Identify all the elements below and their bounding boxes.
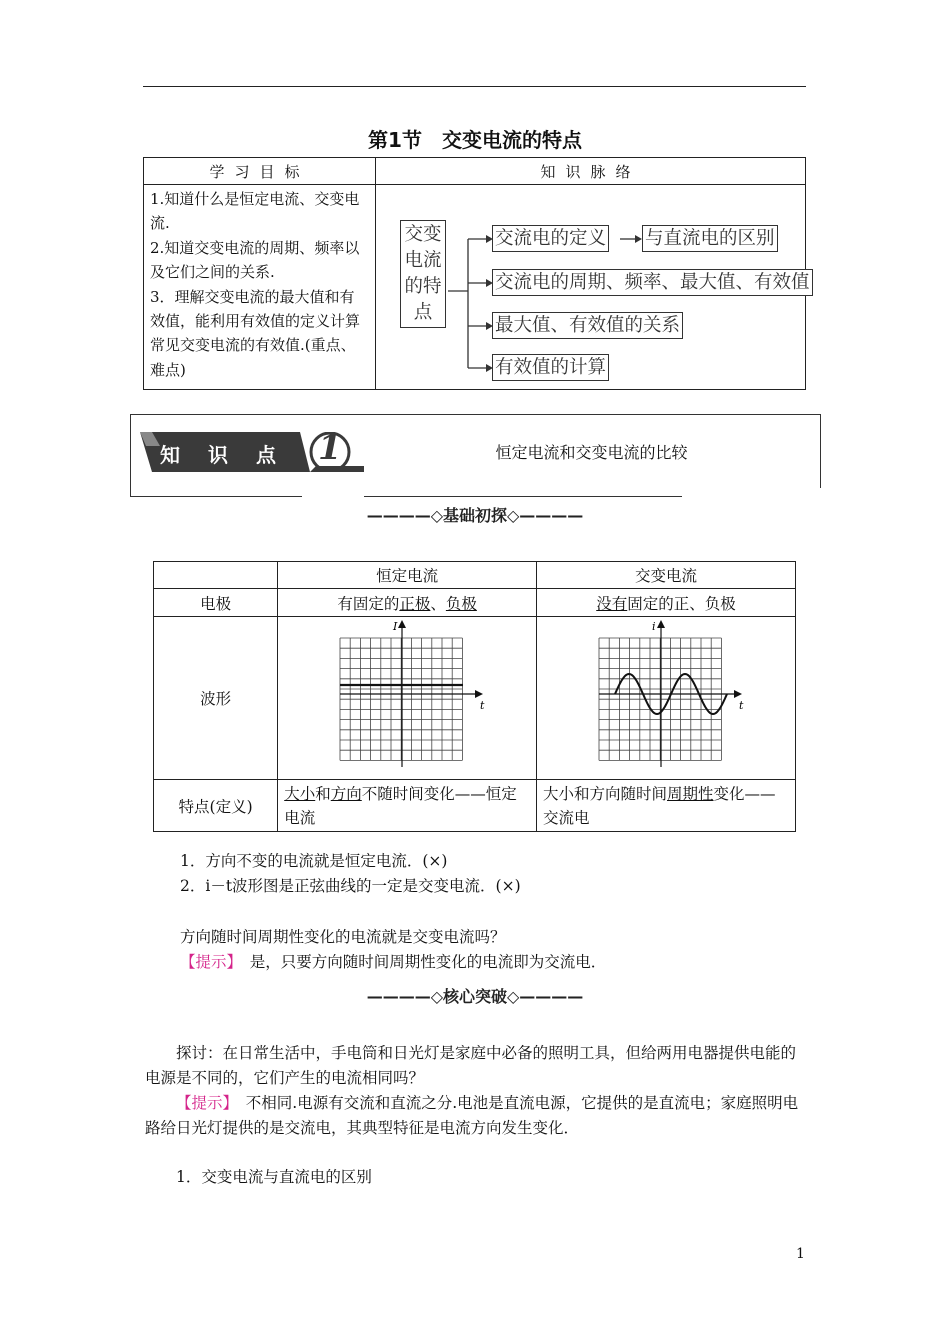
text: 固定的正、负极	[627, 594, 736, 613]
dc-waveform	[278, 617, 524, 775]
section-core: ————◇核心突破◇————	[366, 987, 584, 1006]
goals-cell	[144, 185, 376, 390]
ac-electrode	[537, 589, 796, 617]
map-header: 知识脉络	[376, 158, 806, 185]
knowledge-map-cell	[376, 185, 810, 390]
text: 有固定的	[337, 594, 400, 613]
dc-electrode	[278, 589, 537, 617]
explore: 探讨：在日常生活中，手电筒和日光灯是家庭中必备的照明工具，但给两用电器提供电能的电源是不同的，它们产生的电流相同吗？	[145, 1044, 797, 1087]
hint-text: 是，只要方向随时间周期性变化的电流即为交流电．	[234, 953, 607, 971]
dc-feature	[278, 780, 537, 832]
row-feature: 特点(定义)	[154, 780, 278, 832]
col-dc: 恒定电流	[278, 562, 537, 589]
ac-axis-t: t	[739, 699, 744, 712]
goals-header: 学习目标	[144, 158, 376, 185]
dc-axis-i: I	[393, 620, 398, 633]
dc-axis-t: t	[480, 699, 485, 712]
comparison-table	[153, 561, 796, 832]
underlined: 大小	[284, 784, 316, 803]
map-branch-calc: 有效值的计算	[492, 354, 609, 381]
underlined: 周期性	[667, 784, 714, 803]
frame-gap-left	[302, 488, 364, 498]
judge-2: 2．i－t波形图是正弦曲线的一定是交变电流．(×)	[180, 877, 521, 895]
hint-label: 【提示】	[176, 1094, 231, 1112]
ac-waveform	[537, 617, 795, 775]
knowledge-point-topic: 恒定电流和交变电流的比较	[495, 443, 688, 462]
judge-1: 1．方向不变的电流就是恒定电流．(×)	[180, 852, 448, 870]
page-title: 第1节 交变电流的特点	[368, 128, 582, 152]
col-ac: 交变电流	[537, 562, 796, 589]
text: 变化——交流电	[543, 784, 776, 827]
hint-2	[145, 1091, 808, 1141]
map-branch-relation: 最大值、有效值的关系	[492, 312, 683, 339]
goal-item: 1.知道什么是恒定电流、交变电流.	[150, 190, 360, 233]
item-1: 1．交变电流与直流电的区别	[176, 1168, 372, 1186]
knowledge-point-label: 知 识 点	[160, 443, 280, 467]
map-root: 交变电流的特点	[400, 220, 446, 328]
ac-waveform-cell	[537, 617, 796, 780]
ac-axis-i: i	[652, 620, 656, 633]
hint-text: 不相同.电源有交流和直流之分.电池是直流电源，它提供的是直流电；家庭照明电路给日光灯提供的是交流电，其典型特征是电流方向发生变化．	[145, 1094, 799, 1137]
section-basic: ————◇基础初探◇————	[366, 506, 584, 525]
goals-table	[143, 157, 810, 390]
goal-item: 2.知道交变电流的周期、频率以及它们之间的关系.	[150, 238, 360, 282]
dc-waveform-cell	[278, 617, 537, 780]
hint-label: 【提示】	[180, 953, 235, 971]
map-branch-difference: 与直流电的区别	[642, 225, 778, 252]
underlined: 负极	[445, 594, 477, 613]
top-rule	[143, 86, 806, 87]
underlined: 正极	[399, 594, 431, 613]
corner-cell	[154, 562, 278, 589]
text: 不随时间变化——恒定电流	[284, 784, 517, 827]
hint-1	[180, 950, 606, 975]
text: 、	[430, 594, 446, 613]
knowledge-map	[376, 185, 810, 389]
knowledge-point-number: 1	[318, 428, 342, 468]
text: 和	[315, 784, 331, 803]
row-wave: 波形	[154, 617, 278, 780]
map-branch-definition: 交流电的定义	[492, 225, 609, 252]
question: 方向随时间周期性变化的电流就是交变电流吗？	[180, 928, 506, 946]
underlined: 没有	[596, 594, 628, 613]
frame-gap-right	[682, 488, 822, 498]
goal-item: 3．理解交变电流的最大值和有效值，能利用有效值的定义计算常见交变电流的有效值.(重点、难点)	[150, 287, 361, 379]
page-number: 1	[796, 1246, 805, 1262]
map-branch-period: 交流电的周期、频率、最大值、有效值	[492, 269, 813, 296]
row-electrode: 电极	[154, 589, 278, 617]
text: 大小和方向随时间	[543, 784, 668, 803]
underlined: 方向	[330, 784, 362, 803]
ac-feature	[537, 780, 796, 832]
